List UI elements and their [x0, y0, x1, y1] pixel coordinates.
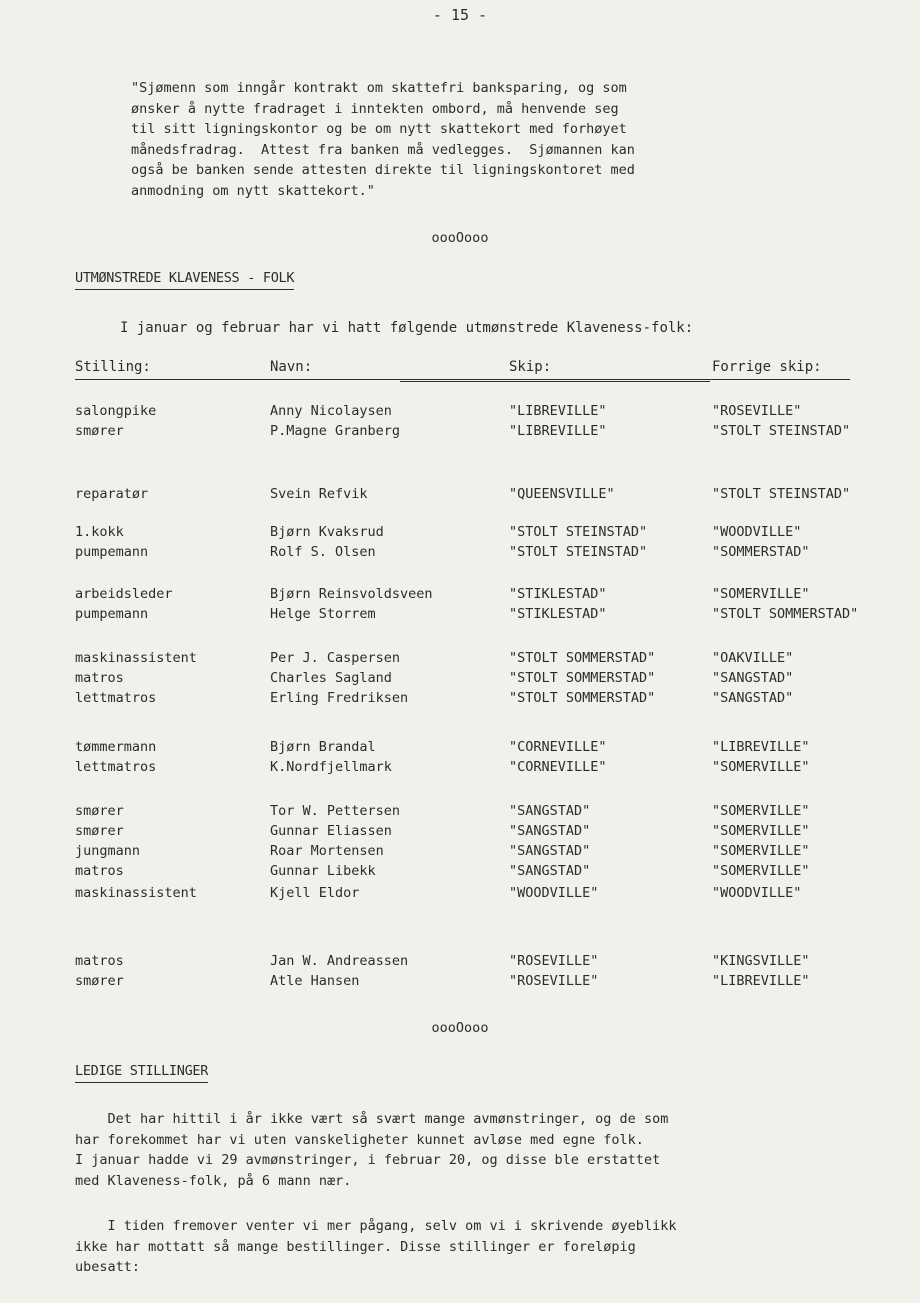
cell-ship: "LIBREVILLE" [509, 423, 607, 439]
cell-ship: "SANGSTAD" [509, 803, 591, 819]
table-row [0, 606, 920, 626]
cell-name: Helge Storrem [270, 606, 376, 622]
cell-position: smører [75, 423, 124, 439]
heading-underline [75, 1082, 208, 1083]
quote-paragraph [131, 78, 831, 201]
heading-underline [75, 289, 294, 290]
cell-prev-ship: "SANGSTAD" [712, 690, 794, 706]
table-row [0, 803, 920, 823]
cell-ship: "STOLT SOMMERSTAD" [509, 690, 656, 706]
cell-ship: "SANGSTAD" [509, 823, 591, 839]
cell-position: smører [75, 803, 124, 819]
table-row [0, 759, 920, 779]
cell-prev-ship: "SOMERVILLE" [712, 823, 810, 839]
column-header-previous-ship: Forrige skip: [712, 359, 822, 375]
cell-position: smører [75, 973, 124, 989]
column-header-name: Navn: [270, 359, 313, 375]
cell-name: Svein Refvik [270, 486, 368, 502]
cell-position: matros [75, 953, 124, 969]
table-row [0, 524, 920, 544]
table-row [0, 670, 920, 690]
cell-prev-ship: "SANGSTAD" [712, 670, 794, 686]
cell-prev-ship: "SOMERVILLE" [712, 803, 810, 819]
heading-text: UTMØNSTREDE KLAVENESS - FOLK [75, 270, 295, 286]
cell-prev-ship: "KINGSVILLE" [712, 953, 810, 969]
cell-name: P.Magne Granberg [270, 423, 401, 439]
cell-ship: "CORNEVILLE" [509, 739, 607, 755]
column-header-ship: Skip: [509, 359, 552, 375]
cell-name: Roar Mortensen [270, 843, 384, 859]
cell-position: tømmermann [75, 739, 157, 755]
table-row [0, 544, 920, 564]
section-separator: oooOooo [431, 1020, 489, 1036]
cell-prev-ship: "SOMERVILLE" [712, 759, 810, 775]
cell-prev-ship: "STOLT SOMMERSTAD" [712, 606, 859, 622]
table-row [0, 823, 920, 843]
cell-name: Anny Nicolaysen [270, 403, 392, 419]
table-row [0, 973, 920, 993]
cell-name: K.Nordfjellmark [270, 759, 392, 775]
cell-position: matros [75, 670, 124, 686]
table-row [0, 650, 920, 670]
quote-line: "Sjømenn som inngår kontrakt om skattefri banksparing, og som [131, 80, 627, 96]
intro-sentence: I januar og februar har vi hatt følgende utmønstrede Klaveness-folk: [120, 320, 694, 336]
paragraph-line: I januar hadde vi 29 avmønstringer, i februar 20, og disse ble erstattet [75, 1152, 661, 1168]
cell-name: Rolf S. Olsen [270, 544, 376, 560]
cell-ship: "QUEENSVILLE" [509, 486, 615, 502]
cell-name: Gunnar Libekk [270, 863, 376, 879]
cell-name: Erling Fredriksen [270, 690, 409, 706]
cell-ship: "STOLT SOMMERSTAD" [509, 650, 656, 666]
cell-name: Bjørn Kvaksrud [270, 524, 384, 540]
cell-prev-ship: "SOMMERSTAD" [712, 544, 810, 560]
table-row [0, 690, 920, 710]
table-row [0, 586, 920, 606]
paragraph-line: I tiden fremover venter vi mer pågang, selv om vi i skrivende øyeblikk [75, 1218, 677, 1234]
table-row [0, 843, 920, 863]
quote-line: ønsker å nytte fradraget i inntekten ombord, må henvende seg [131, 100, 619, 117]
table-row [0, 486, 920, 506]
cell-name: Bjørn Reinsvoldsveen [270, 586, 433, 602]
cell-ship: "SANGSTAD" [509, 863, 591, 879]
paragraph-line: ikke har mottatt så mange bestillinger. Disse stillinger er foreløpig [75, 1238, 636, 1255]
cell-prev-ship: "ROSEVILLE" [712, 403, 802, 419]
cell-prev-ship: "LIBREVILLE" [712, 739, 810, 755]
cell-position: pumpemann [75, 606, 149, 622]
section-heading-ledige-stillinger [75, 1063, 208, 1079]
cell-position: jungmann [75, 843, 141, 859]
cell-position: 1.kokk [75, 524, 124, 540]
heading-text: LEDIGE STILLINGER [75, 1063, 209, 1079]
cell-name: Bjørn Brandal [270, 739, 376, 755]
table-row [0, 953, 920, 973]
cell-ship: "STOLT SOMMERSTAD" [509, 670, 656, 686]
cell-position: arbeidsleder [75, 586, 173, 602]
cell-ship: "CORNEVILLE" [509, 759, 607, 775]
cell-ship: "WOODVILLE" [509, 885, 599, 901]
cell-prev-ship: "STOLT STEINSTAD" [712, 486, 851, 502]
cell-position: maskinassistent [75, 650, 197, 666]
cell-prev-ship: "SOMERVILLE" [712, 586, 810, 602]
cell-name: Charles Sagland [270, 670, 392, 686]
cell-ship: "STOLT STEINSTAD" [509, 524, 648, 540]
table-row [0, 863, 920, 883]
cell-position: matros [75, 863, 124, 879]
column-header-position: Stilling: [75, 359, 151, 375]
cell-position: maskinassistent [75, 885, 197, 901]
cell-prev-ship: "STOLT STEINSTAD" [712, 423, 851, 439]
header-rule [75, 379, 850, 380]
page-number: - 15 - [432, 6, 488, 24]
quote-line: til sitt ligningskontor og be om nytt skattekort med forhøyet [131, 121, 627, 137]
section-heading-utmonstrede [75, 270, 294, 286]
table-row [0, 739, 920, 759]
paragraph-vacancies-1 [75, 1109, 875, 1191]
cell-ship: "STIKLESTAD" [509, 586, 607, 602]
quote-line: månedsfradrag. Attest fra banken må vedlegges. Sjømannen kan [131, 141, 635, 158]
cell-position: pumpemann [75, 544, 149, 560]
cell-prev-ship: "WOODVILLE" [712, 524, 802, 540]
cell-name: Kjell Eldor [270, 885, 360, 901]
cell-ship: "STOLT STEINSTAD" [509, 544, 648, 560]
table-row [0, 403, 920, 423]
cell-ship: "LIBREVILLE" [509, 403, 607, 419]
cell-prev-ship: "OAKVILLE" [712, 650, 794, 666]
paragraph-vacancies-2 [75, 1216, 875, 1278]
cell-ship: "STIKLESTAD" [509, 606, 607, 622]
section-separator: oooOooo [431, 230, 489, 246]
cell-position: salongpike [75, 403, 157, 419]
cell-prev-ship: "LIBREVILLE" [712, 973, 810, 989]
cell-position: smører [75, 823, 124, 839]
cell-name: Atle Hansen [270, 973, 360, 989]
cell-name: Gunnar Eliassen [270, 823, 392, 839]
cell-position: lettmatros [75, 759, 157, 775]
paragraph-line: Det har hittil i år ikke vært så svært mange avmønstringer, og de som [75, 1111, 669, 1127]
table-row [0, 423, 920, 443]
cell-prev-ship: "SOMERVILLE" [712, 863, 810, 879]
cell-ship: "ROSEVILLE" [509, 973, 599, 989]
paragraph-line: ubesatt: [75, 1259, 141, 1275]
cell-prev-ship: "SOMERVILLE" [712, 843, 810, 859]
quote-line: også be banken sende attesten direkte til ligningskontoret med [131, 162, 635, 178]
cell-ship: "ROSEVILLE" [509, 953, 599, 969]
cell-name: Tor W. Pettersen [270, 803, 401, 819]
cell-ship: "SANGSTAD" [509, 843, 591, 859]
cell-position: reparatør [75, 486, 149, 502]
header-rule-bold [400, 381, 710, 382]
paragraph-line: har forekommet har vi uten vanskeligheter kunnet avløse med egne folk. [75, 1131, 644, 1148]
cell-position: lettmatros [75, 690, 157, 706]
cell-prev-ship: "WOODVILLE" [712, 885, 802, 901]
quote-line: anmodning om nytt skattekort." [131, 182, 375, 199]
table-row [0, 885, 920, 905]
cell-name: Per J. Caspersen [270, 650, 401, 666]
cell-name: Jan W. Andreassen [270, 953, 409, 969]
paragraph-line: med Klaveness-folk, på 6 mann nær. [75, 1172, 352, 1189]
